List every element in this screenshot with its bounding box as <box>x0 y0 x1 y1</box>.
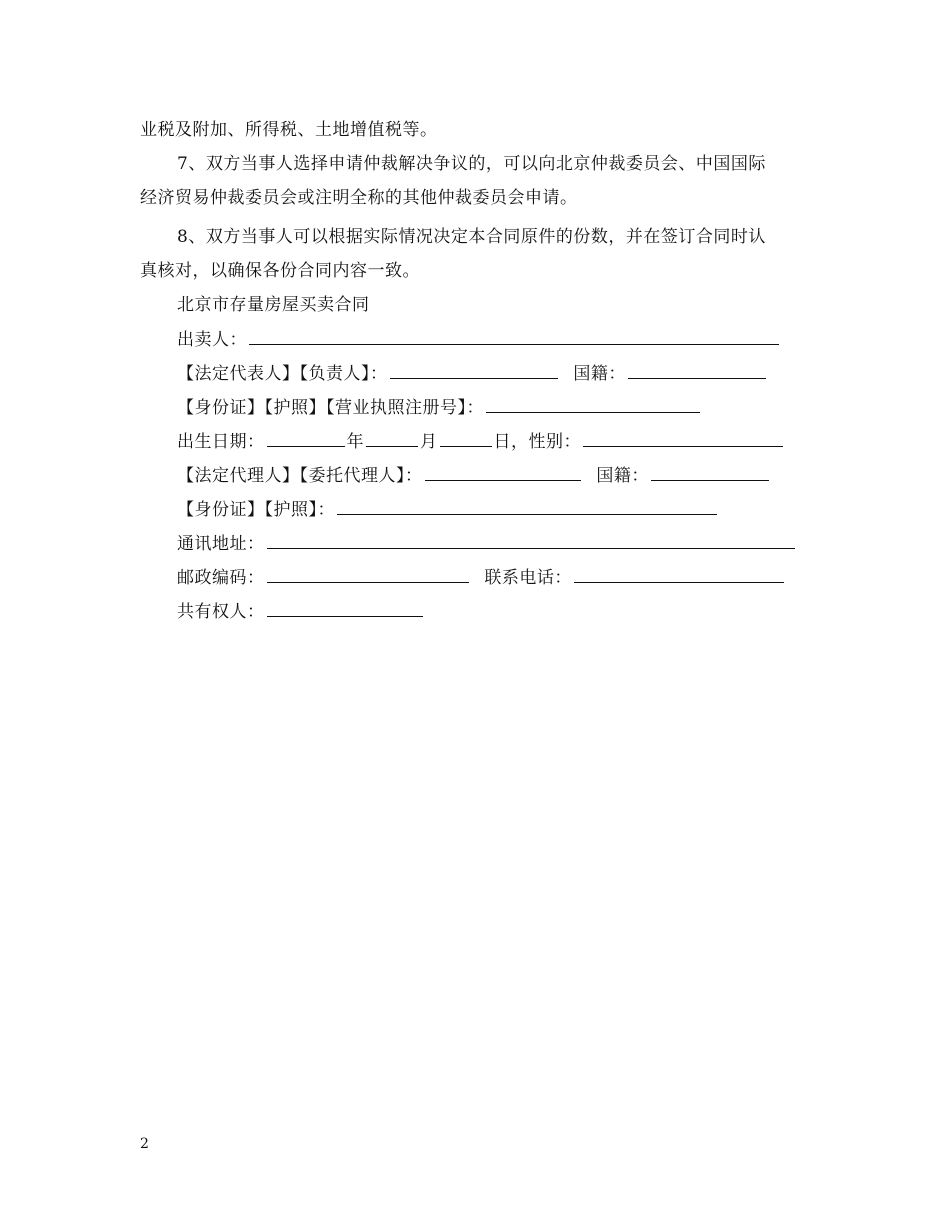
seller-row <box>177 328 781 351</box>
item-7-line-2: 经济贸易仲裁委员会或注明全称的其他仲裁委员会申请。 <box>140 188 578 208</box>
paragraph-line: 业税及附加、所得税、土地增值税等。 <box>140 120 438 140</box>
legal-rep-row <box>177 362 768 385</box>
co-owner-row <box>177 600 425 623</box>
phone-label: 联系电话： <box>484 568 572 588</box>
id-business-row <box>177 396 702 419</box>
nationality-2-blank <box>651 464 769 481</box>
year-blank <box>267 430 345 447</box>
gender-blank <box>583 430 783 447</box>
item-8-line-1: 8、双方当事人可以根据实际情况决定本合同原件的份数，并在签订合同时认 <box>177 227 766 247</box>
page-number: 2 <box>140 1136 149 1152</box>
co-owner-label: 共有权人： <box>177 602 265 622</box>
phone-blank <box>574 566 784 583</box>
legal-agent-label: 【法定代理人】【委托代理人】： <box>177 466 423 486</box>
month-blank <box>366 430 418 447</box>
address-label: 通讯地址： <box>177 534 265 554</box>
day-blank <box>440 430 492 447</box>
item-7-line-1: 7、双方当事人选择申请仲裁解决争议的，可以向北京仲裁委员会、中国国际 <box>177 154 766 174</box>
id-label: 【身份证】【护照】： <box>177 500 335 520</box>
item-8-line-2: 真核对，以确保各份合同内容一致。 <box>140 261 420 281</box>
year-label: 年 <box>346 432 364 452</box>
postal-code-label: 邮政编码： <box>177 568 265 588</box>
postal-code-blank <box>267 566 469 583</box>
co-owner-blank <box>267 600 423 617</box>
legal-agent-blank <box>425 464 581 481</box>
contract-title: 北京市存量房屋买卖合同 <box>177 295 370 315</box>
seller-label: 出卖人： <box>177 330 247 350</box>
postal-phone-row <box>177 566 786 589</box>
seller-blank <box>249 328 779 345</box>
id-business-label: 【身份证】【护照】【营业执照注册号】： <box>177 398 484 418</box>
nationality-blank <box>628 362 766 379</box>
id-blank <box>337 498 717 515</box>
month-label: 月 <box>420 432 438 452</box>
legal-rep-blank <box>390 362 558 379</box>
birth-date-label: 出生日期： <box>177 432 265 452</box>
legal-agent-row <box>177 464 771 487</box>
nationality-label: 国籍： <box>573 364 626 384</box>
id-business-blank <box>486 396 700 413</box>
legal-rep-label: 【法定代表人】【负责人】： <box>177 364 388 384</box>
birth-date-row <box>177 430 785 453</box>
day-gender-label: 日，性别： <box>493 432 581 452</box>
address-blank <box>267 532 795 549</box>
address-row <box>177 532 797 555</box>
nationality-2-label: 国籍： <box>596 466 649 486</box>
id-row <box>177 498 719 521</box>
